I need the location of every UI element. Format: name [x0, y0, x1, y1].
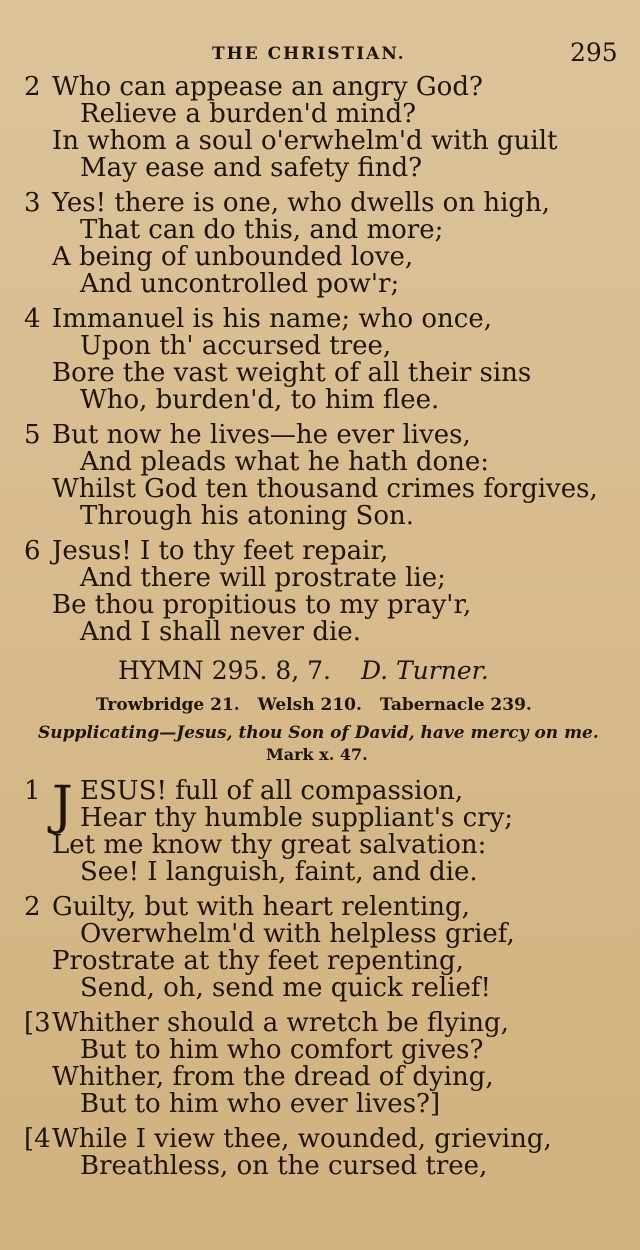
verse-text: But now he lives—he ever lives,: [52, 420, 471, 450]
drop-cap: J: [52, 776, 73, 836]
stanza-number: 5: [24, 420, 41, 450]
verse-line: And pleads what he hath done:: [80, 447, 490, 477]
stanza-number: 3: [24, 188, 41, 218]
verse-line: Prostrate at thy feet repenting,: [52, 946, 464, 976]
stanza-number: [3: [24, 1008, 51, 1038]
verse-line: Overwhelm'd with helpless grief,: [80, 919, 515, 949]
hymn-subject: Supplicating—Jesus, thou Son of David, have mercy on me.: [38, 723, 599, 743]
verse-line: Send, oh, send me quick relief!: [80, 973, 491, 1003]
verse-line: May ease and safety find?: [80, 153, 423, 183]
page-content: [0, 74, 640, 1188]
verse-line: [0, 778, 640, 805]
verse-line: Be thou propitious to my pray'r,: [52, 590, 472, 620]
verse-line: [0, 190, 640, 217]
verse-line: [0, 894, 640, 921]
page-number: 295: [570, 38, 618, 67]
verse-line: [0, 306, 640, 333]
verse-line: [0, 1126, 640, 1153]
stanza-number: 1: [24, 776, 41, 806]
verse-line: Bore the vast weight of all their sins: [52, 358, 532, 388]
verse-text: Yes! there is one, who dwells on high,: [52, 188, 551, 218]
verse-line: Through his atoning Son.: [80, 501, 415, 531]
verse-line: Let me know thy great salvation:: [52, 830, 487, 860]
verse-line: But to him who comfort gives?: [80, 1035, 484, 1065]
stanza-number: 4: [24, 304, 41, 334]
hymn-number: HYMN 295.: [118, 656, 268, 685]
hymn-294-stanzas: [0, 74, 640, 646]
stanza-number: 6: [24, 536, 41, 566]
verse-text: Who can appease an angry God?: [52, 72, 483, 102]
verse-line: In whom a soul o'erwhelm'd with guilt: [52, 126, 558, 156]
verse-line: A being of unbounded love,: [52, 242, 414, 272]
verse-text: ESUS! full of all compassion,: [80, 776, 464, 806]
stanza: [0, 1126, 640, 1180]
verse-line: [0, 74, 640, 101]
verse-text: Jesus! I to thy feet repair,: [52, 536, 389, 566]
verse-line: That can do this, and more;: [80, 215, 444, 245]
stanza: [0, 778, 640, 886]
stanza-number: 2: [24, 892, 41, 922]
stanza: [0, 74, 640, 182]
verse-text: While I view thee, wounded, grieving,: [52, 1124, 552, 1154]
verse-line: [0, 422, 640, 449]
stanza: [0, 1010, 640, 1118]
verse-line: And there will prostrate lie;: [80, 563, 446, 593]
hymn-295-stanzas: [0, 778, 640, 1180]
stanza: [0, 894, 640, 1002]
verse-text: Guilty, but with heart relenting,: [52, 892, 470, 922]
tune-name: Tabernacle 239.: [379, 695, 532, 715]
verse-line: [0, 538, 640, 565]
stanza: [0, 422, 640, 530]
verse-line: Whilst God ten thousand crimes forgives,: [52, 474, 598, 504]
hymn-title: [118, 656, 640, 686]
scripture-reference: Mark x. 47.: [266, 745, 368, 764]
verse-line: Hear thy humble suppliant's cry;: [80, 803, 514, 833]
stanza-number: [4: [24, 1124, 51, 1154]
verse-line: See! I languish, faint, and die.: [80, 857, 478, 887]
page-header: [0, 38, 640, 72]
verse-line: But to him who ever lives?]: [80, 1089, 441, 1119]
verse-line: Who, burden'd, to him flee.: [80, 385, 440, 415]
verse-text: Immanuel is his name; who once,: [52, 304, 492, 334]
verse-line: And uncontrolled pow'r;: [80, 269, 400, 299]
stanza: [0, 306, 640, 414]
verse-line: [0, 1010, 640, 1037]
tune-name: Trowbridge 21.: [96, 695, 240, 715]
stanza-number: 2: [24, 72, 41, 102]
verse-line: Whither, from the dread of dying,: [52, 1062, 494, 1092]
verse-text: Whither should a wretch be flying,: [52, 1008, 509, 1038]
running-head: THE CHRISTIAN.: [212, 44, 406, 64]
stanza: [0, 190, 640, 298]
verse-line: Breathless, on the cursed tree,: [80, 1151, 488, 1181]
hymn-meter: 8, 7.: [275, 656, 331, 685]
tune-list: [96, 694, 640, 716]
hymn-author: D. Turner.: [360, 656, 489, 685]
verse-line: Upon th' accursed tree,: [80, 331, 392, 361]
stanza: [0, 538, 640, 646]
verse-line: Relieve a burden'd mind?: [80, 99, 417, 129]
tune-name: Welsh 210.: [257, 695, 362, 715]
verse-line: And I shall never die.: [80, 617, 361, 647]
